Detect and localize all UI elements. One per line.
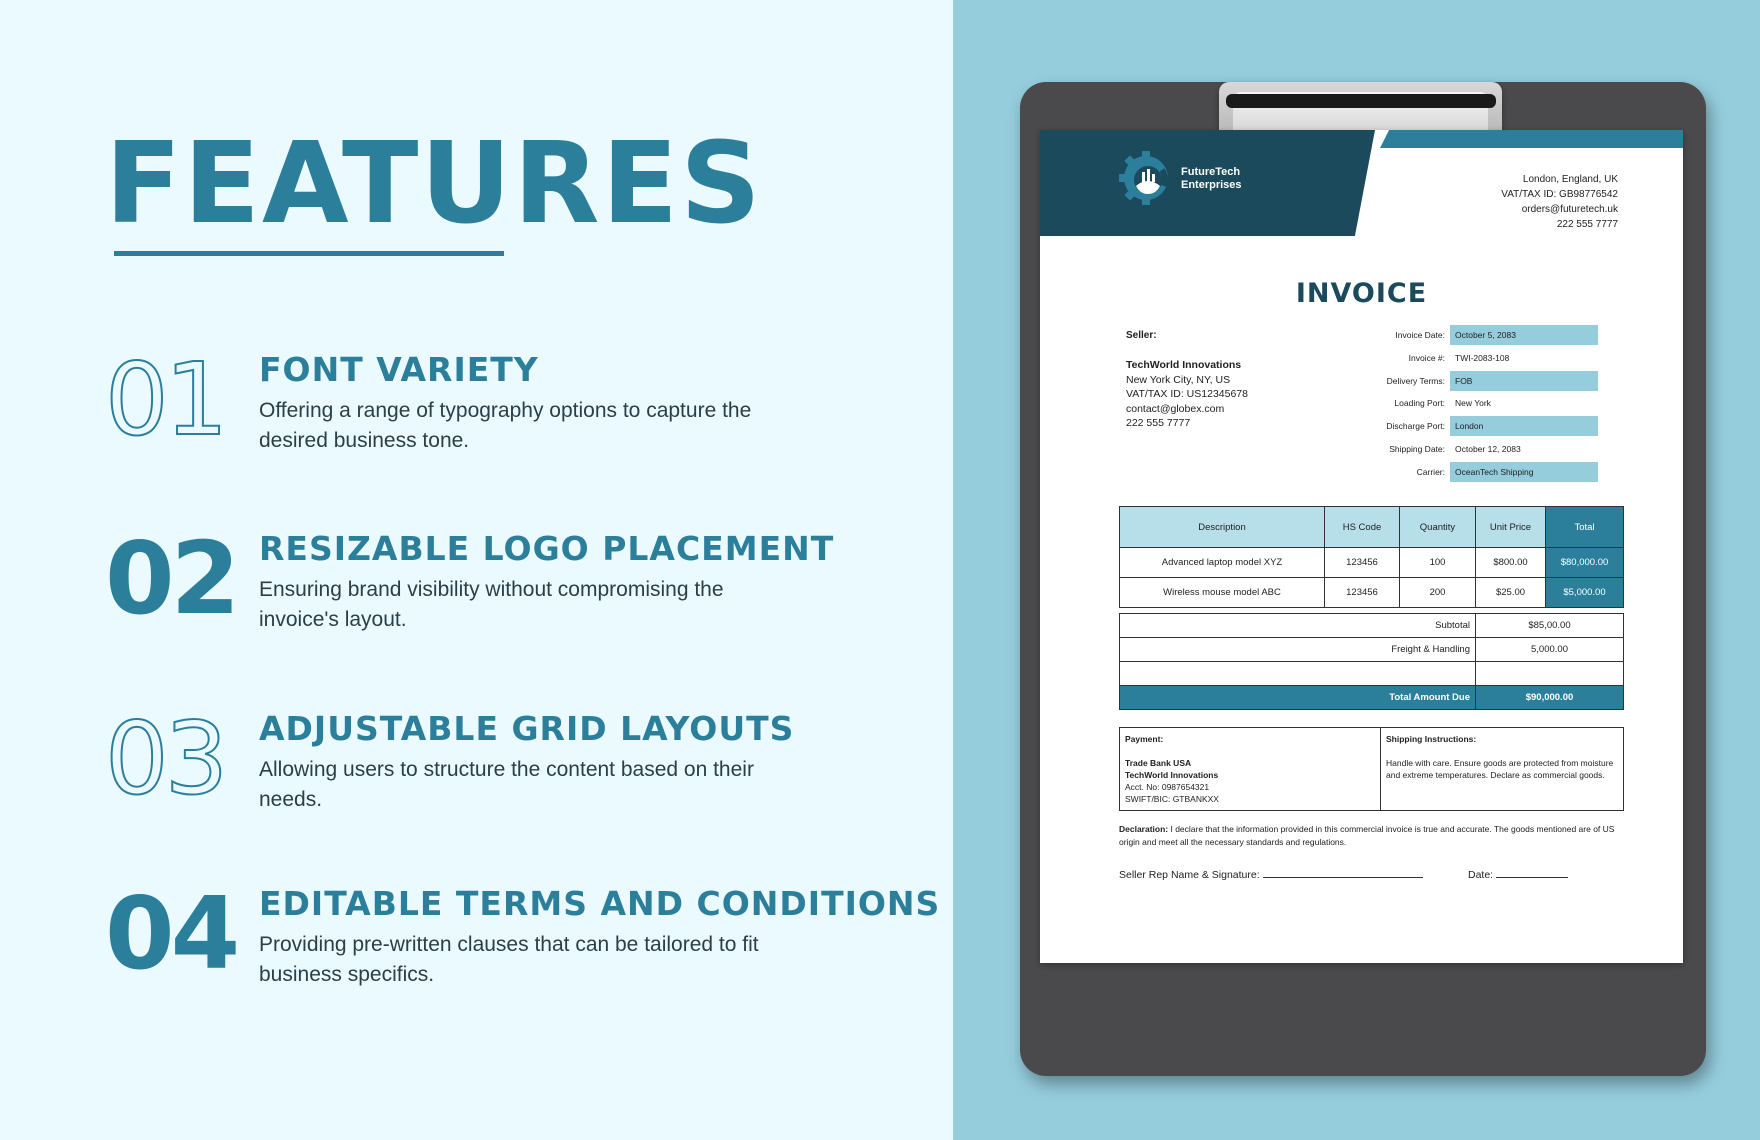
date-field <box>1468 868 1568 881</box>
address-line: London, England, UK <box>1522 174 1618 185</box>
company-name-line2: Enterprises <box>1181 179 1242 191</box>
seller-email: contact@globex.com <box>1126 402 1225 415</box>
feature-title: FONT VARIETY <box>259 350 539 389</box>
company-name-line1: FutureTech <box>1181 166 1241 178</box>
empty-row <box>1120 662 1624 686</box>
feature-item-4 <box>105 875 941 1014</box>
table-cell: $25.00 <box>1476 578 1546 608</box>
feature-number: 01 <box>105 341 225 458</box>
totals-table <box>1119 613 1624 710</box>
seller-phone: 222 555 7777 <box>1126 417 1191 429</box>
signature-label: Seller Rep Name & Signature: <box>1119 869 1260 881</box>
table-cell: $5,000.00 <box>1546 578 1624 608</box>
payment-shipping-box <box>1119 727 1624 811</box>
meta-value: London <box>1450 416 1598 436</box>
clipboard-clip-slot <box>1226 94 1496 108</box>
freight-row <box>1120 638 1624 662</box>
meta-row-invoice-number <box>1300 347 1600 370</box>
meta-row-delivery-terms <box>1300 370 1600 393</box>
meta-label: Discharge Port: <box>1386 421 1445 432</box>
empty-cell <box>1120 662 1476 686</box>
meta-row-carrier <box>1300 461 1600 484</box>
table-cell: $800.00 <box>1476 548 1546 578</box>
feature-item-1 <box>105 341 925 480</box>
feature-description: Offering a range of typography options to capture the desired business tone. <box>259 399 752 452</box>
meta-value: New York <box>1455 398 1491 409</box>
items-table <box>1119 506 1624 608</box>
subtotal-label: Subtotal <box>1120 614 1476 638</box>
meta-label: Delivery Terms: <box>1386 375 1445 386</box>
seller-details <box>1126 358 1248 431</box>
meta-label: Loading Port: <box>1394 398 1445 409</box>
payment-label: Payment: <box>1125 734 1164 744</box>
date-line <box>1496 868 1568 878</box>
feature-number: 03 <box>105 700 225 817</box>
phone-line: 222 555 7777 <box>1556 219 1618 230</box>
declaration <box>1119 823 1624 849</box>
meta-value: October 5, 2083 <box>1450 325 1598 345</box>
feature-title: ADJUSTABLE GRID LAYOUTS <box>259 709 795 748</box>
meta-label: Carrier: <box>1416 466 1445 477</box>
meta-row-shipping-date <box>1300 438 1600 461</box>
invoice-meta <box>1300 324 1600 484</box>
declaration-label: Declaration: <box>1119 824 1169 834</box>
table-header-row <box>1120 507 1624 548</box>
meta-value: TWI-2083-108 <box>1455 352 1510 363</box>
payment-holder: TechWorld Innovations <box>1125 770 1219 780</box>
payment-account: Acct. No: 0987654321 <box>1125 782 1210 792</box>
shipping-text: Handle with care. Ensure goods are protected from moisture and extreme temperatures. Declare as commercial goods. <box>1386 758 1614 780</box>
feature-description: Allowing users to structure the content based on their needs. <box>259 758 754 811</box>
empty-cell <box>1476 662 1624 686</box>
feature-item-3 <box>105 700 925 839</box>
features-heading: FEATURES <box>105 119 763 249</box>
payment-bank: Trade Bank USA <box>1125 758 1192 768</box>
feature-description: Providing pre-written clauses that can be tailored to fit business specifics. <box>259 933 759 986</box>
shipping-label: Shipping Instructions: <box>1386 734 1477 744</box>
meta-value: OceanTech Shipping <box>1450 462 1598 482</box>
subtotal-row <box>1120 614 1624 638</box>
feature-number: 02 <box>105 520 237 637</box>
date-label: Date: <box>1468 869 1494 881</box>
column-header: Description <box>1120 507 1325 548</box>
invoice-title: INVOICE <box>1295 278 1428 309</box>
company-name <box>1181 166 1281 192</box>
declaration-text: I declare that the information provided in this commercial invoice is true and accurate. The goods mentioned are of US origin and meet all the necessary standards and regulations. <box>1119 824 1615 847</box>
payment-section <box>1120 728 1381 810</box>
payment-swift: SWIFT/BIC: GTBANKXX <box>1125 794 1219 804</box>
meta-label: Invoice Date: <box>1395 330 1445 340</box>
meta-label: Invoice #: <box>1408 352 1445 363</box>
table-cell: $80,000.00 <box>1546 548 1624 578</box>
total-label: Total Amount Due <box>1120 686 1476 710</box>
signature-field <box>1119 868 1423 881</box>
table-cell: Advanced laptop model XYZ <box>1120 548 1325 578</box>
table-cell: 200 <box>1400 578 1476 608</box>
total-row <box>1120 686 1624 710</box>
table-cell: 123456 <box>1325 578 1400 608</box>
email-line: orders@futuretech.uk <box>1521 204 1618 215</box>
table-cell: 100 <box>1400 548 1476 578</box>
meta-row-invoice-date <box>1300 324 1600 347</box>
seller-name: TechWorld Innovations <box>1126 359 1242 371</box>
subtotal-value: $85,00.00 <box>1476 614 1624 638</box>
feature-item-2 <box>105 520 925 659</box>
vat-line: VAT/TAX ID: GB98776542 <box>1501 189 1618 200</box>
column-header: Total <box>1546 507 1624 548</box>
invoice-document <box>1040 130 1683 963</box>
gear-globe-icon <box>1118 150 1174 206</box>
meta-value: FOB <box>1450 371 1598 391</box>
column-header: Quantity <box>1400 507 1476 548</box>
company-address <box>1501 172 1618 232</box>
column-header: Unit Price <box>1476 507 1546 548</box>
meta-row-loading-port <box>1300 392 1600 415</box>
meta-row-discharge-port <box>1300 415 1600 438</box>
table-row <box>1120 548 1624 578</box>
signature-line <box>1263 868 1423 878</box>
meta-label: Shipping Date: <box>1389 443 1445 454</box>
seller-vat: VAT/TAX ID: US12345678 <box>1126 388 1248 400</box>
table-row <box>1120 578 1624 608</box>
table-cell: Wireless mouse model ABC <box>1120 578 1325 608</box>
feature-title: RESIZABLE LOGO PLACEMENT <box>259 529 835 568</box>
feature-description: Ensuring brand visibility without compromising the invoice's layout. <box>259 578 724 631</box>
shipping-section <box>1381 728 1623 810</box>
feature-title: EDITABLE TERMS AND CONDITIONS <box>259 884 941 923</box>
freight-value: 5,000.00 <box>1476 638 1624 662</box>
total-value: $90,000.00 <box>1476 686 1624 710</box>
meta-value: October 12, 2083 <box>1455 443 1521 454</box>
seller-city: New York City, NY, US <box>1126 373 1231 386</box>
heading-underline <box>114 251 504 256</box>
freight-label: Freight & Handling <box>1120 638 1476 662</box>
header-stripe <box>1380 130 1683 148</box>
feature-number: 04 <box>105 875 237 992</box>
table-cell: 123456 <box>1325 548 1400 578</box>
column-header: HS Code <box>1325 507 1400 548</box>
seller-label: Seller: <box>1126 330 1157 341</box>
